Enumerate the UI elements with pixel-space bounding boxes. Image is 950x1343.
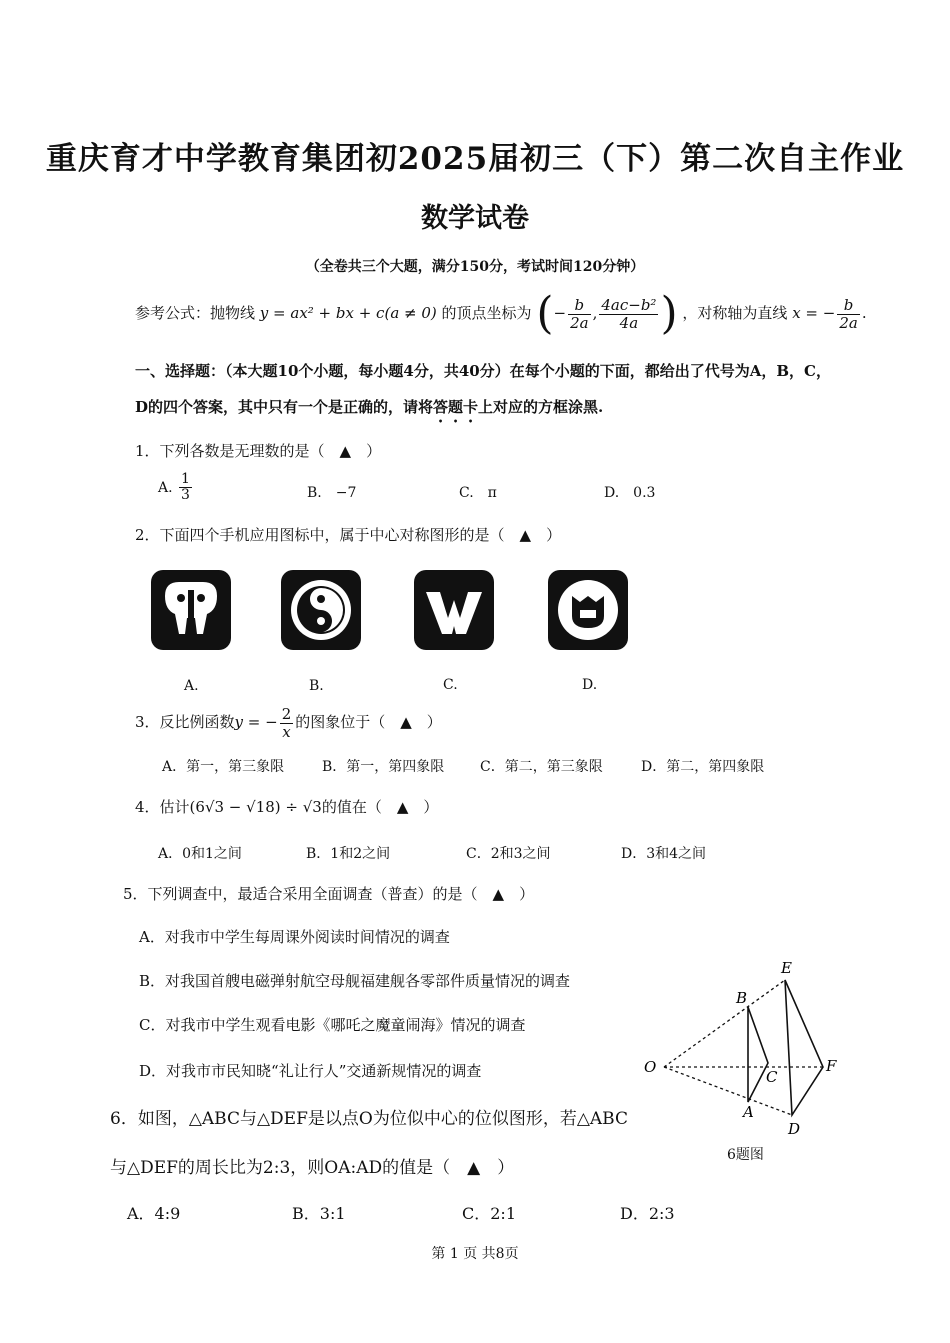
- w-letter-icon: [414, 570, 494, 650]
- q6-option-d: D．2:3: [620, 1204, 675, 1223]
- left-paren: (: [536, 288, 554, 339]
- label-C: C: [766, 1068, 778, 1086]
- q4-option-c: C．2和3之间: [466, 846, 551, 862]
- q3-option-d: D．第二，第四象限: [641, 759, 765, 775]
- elephant-icon: [151, 570, 231, 650]
- q2-label-b: B.: [309, 678, 324, 694]
- yin-yang-s-icon: [281, 570, 361, 650]
- vertex-y-fraction: $\frac{\text{4ac−b²}}{4a}$: [601, 296, 657, 332]
- label-O: O: [644, 1058, 657, 1076]
- q2-label-d: D.: [582, 677, 598, 693]
- q6-line1: 6．如图，△ABC与△DEF是以点O为位似中心的位似图形，若△ABC: [110, 1109, 628, 1129]
- q3-option-c: C．第二，第三象限: [480, 759, 603, 775]
- formula-expr: y = ax² + bx + c(a ≠ 0): [259, 304, 437, 322]
- label-A: A: [743, 1103, 754, 1121]
- q4-option-a: A．0和1之间: [158, 846, 242, 862]
- q4-option-b: B．1和2之间: [306, 846, 391, 862]
- q1-option-b: B. −7: [307, 485, 357, 501]
- line-OE: [664, 980, 785, 1067]
- q5-option-c: C．对我市中学生观看电影《哪吒之魔童闹海》情况的调查: [139, 1016, 526, 1034]
- exam-note: （全卷共三个大题，满分150分，考试时间120分钟）: [305, 259, 645, 275]
- q1-option-d: D. 0.3: [604, 485, 656, 501]
- q6-option-b: B．3:1: [292, 1204, 346, 1223]
- q5-option-a: A．对我市中学生每周课外阅读时间情况的调查: [139, 928, 450, 946]
- formula-vertex-text: 的顶点坐标为: [441, 304, 532, 322]
- triangle-ABC: [748, 1007, 768, 1102]
- q3-option-b: B．第一，第四象限: [322, 759, 445, 775]
- q2-label-c: C.: [443, 677, 458, 693]
- q2-icon-c: [414, 570, 494, 650]
- q3-option-a: A．第一，第三象限: [162, 759, 285, 775]
- q2-icon-d: [548, 570, 628, 650]
- axis-fraction: $\frac{b}{2a}$: [839, 296, 858, 332]
- q6-option-c: C．2:1: [462, 1204, 516, 1223]
- q1-option-c: C. π: [459, 485, 497, 501]
- q5-option-d: D．对我市市民知晓“礼让行人”交通新规情况的调查: [139, 1062, 482, 1080]
- section1-line1: 一、选择题：（本大题10个小题，每小题4分，共40分）在每个小题的下面，都给出了代号为A，B，C，: [135, 362, 831, 380]
- formula-axis-lhs: x = −: [792, 304, 836, 322]
- q1-option-a: A. $\frac{1}{3}$: [158, 471, 190, 504]
- q2-label-a: A.: [184, 678, 199, 694]
- vertex-x-fraction: $\frac{b}{2a}$: [570, 296, 589, 332]
- label-D: D: [788, 1120, 801, 1138]
- q4-stem: 4．估计(6√3 − √18) ÷ √3的值在（ ▲ ）: [135, 798, 439, 816]
- q2-icon-b: [281, 570, 361, 650]
- page-footer: 第 1 页 共8页: [431, 1246, 519, 1262]
- figure-6-caption: 6题图: [727, 1147, 764, 1163]
- q2-stem: 2．下面四个手机应用图标中，属于中心对称图形的是（ ▲ ）: [135, 526, 562, 544]
- q5-option-b: B．对我国首艘电磁弹射航空母舰福建舰各零部件质量情况的调查: [139, 972, 571, 990]
- q3-stem: 3．反比例函数y = − $\frac{2}{x}$ 的图象位于（ ▲ ）: [135, 705, 442, 741]
- exam-subtitle: 数学试卷: [421, 203, 529, 234]
- right-paren: ): [660, 288, 678, 339]
- q6-line2: 与△DEF的周长比为2:3，则OA:AD的值是（ ▲ ）: [110, 1158, 515, 1178]
- exam-title: 重庆育才中学教育集团初2025届初三（下）第二次自主作业: [45, 141, 905, 177]
- section1-line2: D的四个答案，其中只有一个是正确的，请将答题卡上对应的方框涂黑.: [135, 398, 604, 416]
- q4-option-d: D．3和4之间: [621, 846, 707, 862]
- figure-6: [640, 950, 850, 1150]
- reference-formula: 参考公式：抛物线 y = ax² + bx + c(a ≠ 0) 的顶点坐标为 (− $\frac{b}{2a}$ , $\frac{\text{4ac−b²}}{4a}$ ) ，对称轴为直线 x = − $\frac{b}{2a}$ .: [135, 288, 867, 339]
- q6-option-a: A．4:9: [127, 1204, 181, 1223]
- mi-home-icon: [548, 570, 628, 650]
- label-E: E: [781, 959, 792, 977]
- q2-icon-a: [151, 570, 231, 650]
- label-F: F: [826, 1057, 837, 1075]
- q5-stem: 5．下列调查中，最适合采用全面调查（普查）的是（ ▲ ）: [123, 885, 535, 903]
- label-B: B: [736, 989, 748, 1007]
- q1-stem: 1．下列各数是无理数的是（ ▲ ）: [135, 442, 382, 460]
- formula-label: 参考公式：抛物线: [135, 304, 256, 322]
- formula-axis-text: ，对称轴为直线: [682, 304, 788, 322]
- triangle-DEF: [785, 980, 823, 1115]
